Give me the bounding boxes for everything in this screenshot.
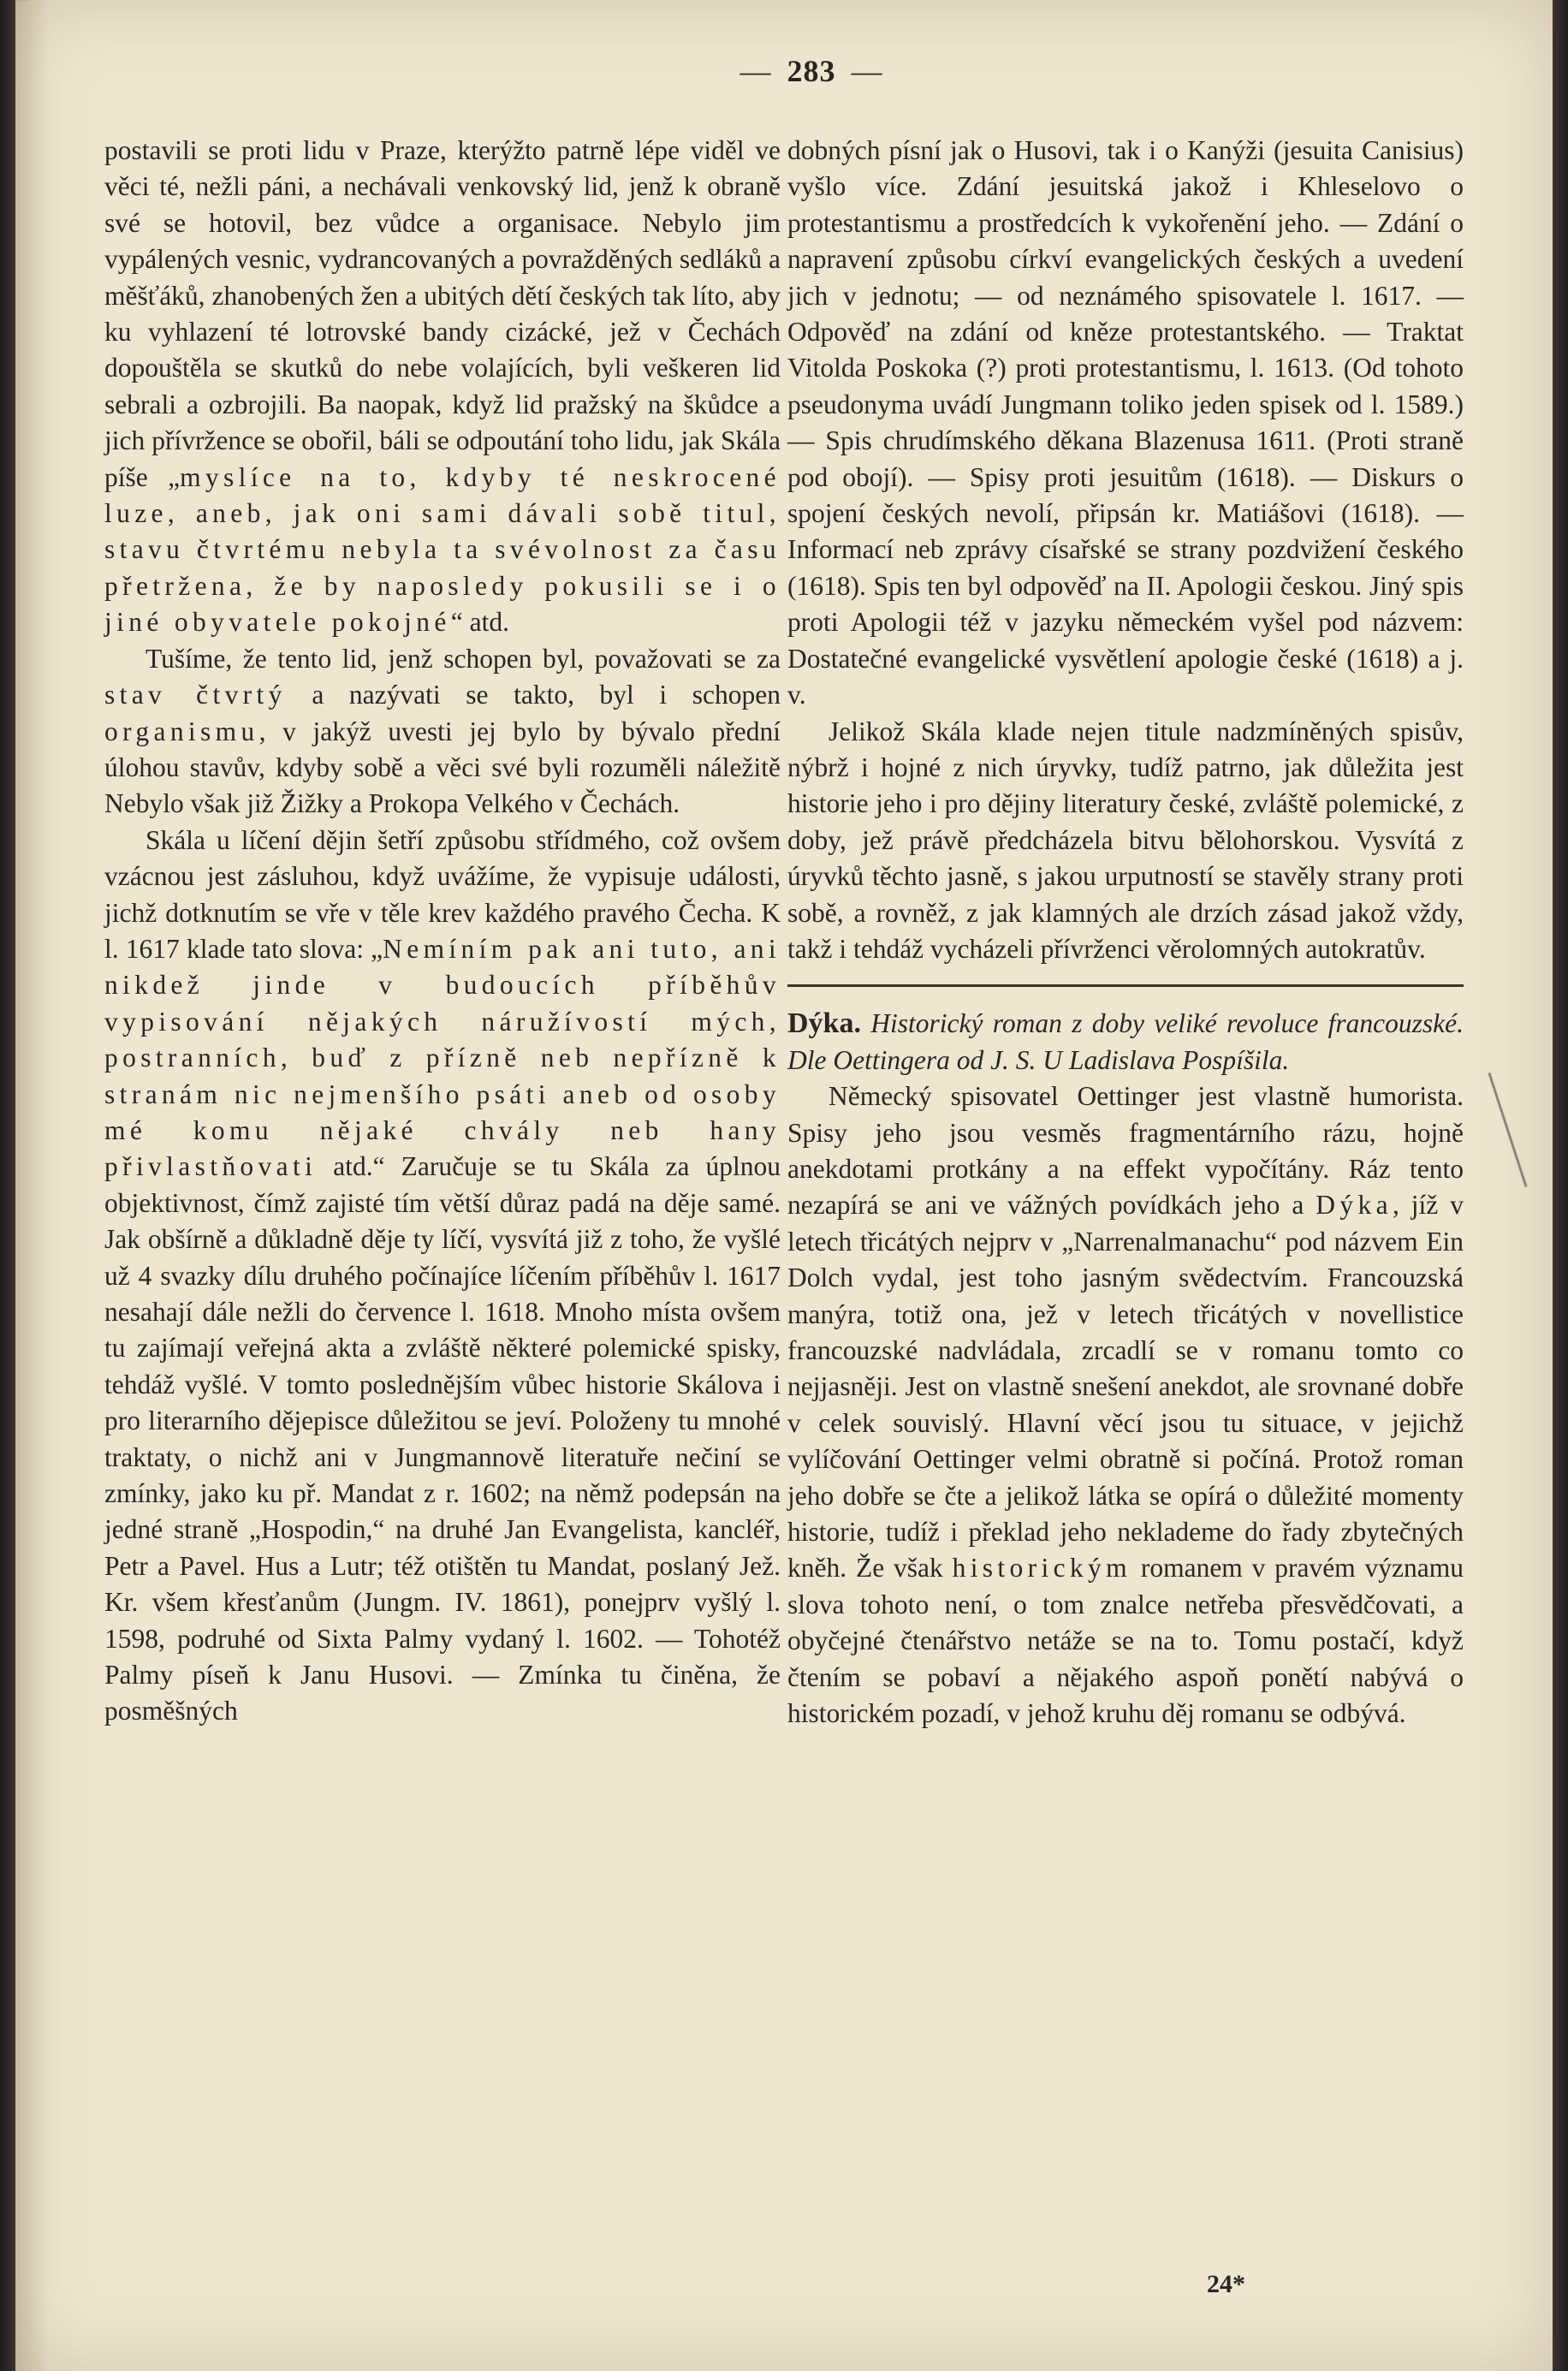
left-column [104,133,781,1730]
text-run: romanem v pravém významu slova tohoto není, o tom znalce netřeba přesvědčovati, a obyčejné čtenářstvo netáže se na to. Tomu postačí, když čtením se pobaví a nějakého aspoň ponětí nabývá o historickém pozadí, v jehož kruhu děj romanu se odbývá. [787,1553,1464,1729]
page-corner-crease [15,0,152,53]
right-paragraph-2 [787,714,1464,968]
spaced-term: historickým [952,1553,1131,1584]
left-paragraph-3 [104,823,781,1730]
text-run: dobných písní jak o Husovi, tak i o Kanýži (jesuita Canisius) vyšlo více. Zdání jesuitská jakož i Khleselovo o protestantismu a prostředcích k vykořenění jeho. — Zdání o napravení způsobu církví evangelických českých a uvedení jich v jednotu; — od neznámého spisovatele l. 1617. — Odpověď na zdání od kněze protestantského. — Traktat Vitolda Poskoka (?) proti protestantismu, l. 1613. (Od tohoto pseudonyma uvádí Jungmann toliko jeden spisek od l. 1589.) — Spis chrudímského děkana Blazenusa 1611. (Proti straně pod obojí). — Spisy proti jesuitům (1618). — Diskurs o spojení českých nevolí, připsán kr. Matiášovi (1618). — Informací neb zprávy císařské se strany pozdvižení českého (1618). Spis ten byl odpověď na II. Apologii českou. Jiný spis proti Apologii též v jazyku německém vyšel pod názvem: Dostatečné evangelické vysvětlení apologie české (1618) a j. v. [787,135,1464,710]
spaced-term: Dýka [1316,1190,1393,1221]
review-paragraph [787,1079,1464,1732]
review-heading [787,1006,1464,1079]
left-paragraph-2 [104,641,781,823]
text-run: , jíž v letech třicátých nejprv v „Narrenalmanachu“ pod názvem Ein Dolch vydal, jest toho jasným svědectvím. Francouzská manýra, totiž ona, jež v letech třicátých v novellistice francouzské nadvládala, zrcadlí se v romanu tomto co nejjasněji. Jest on vlastně snešení anekdot, ale srovnané dobře v celek souvislý. Hlavní věcí jsou tu situace, v jejichž vylíčování Oettinger velmi obratně si počíná. Protož roman jeho dobře se čte a jelikož látka se opírá o důležité momenty historie, tudíž i překlad jeho neklademe do řady zbytečných kněh. Že však [787,1190,1464,1584]
text-run: a nazývati se takto, byl i schopen [286,680,781,710]
spaced-quote: myslíce na to, kdyby té neskrocené luze, aneb, jak oni sami dávali sobě titul, stavu čtvrtému nebyla ta svévolnost za času přetržena, že by naposledy pokusili se i o jiné obyvatele pokojné [104,461,781,638]
page-shading [15,0,50,2371]
scan-edge-right [1553,0,1568,2371]
text-run: atd.“ Zaručuje se tu Skála za úplnou objektivnost, čímž zajisté tím větší důraz padá na děje samé. Jak obšírně a důkladně děje ty líčí, vysvítá již z toho, že vyšlé už 4 svazky dílu druhého počínajíce líčením příběhův l. 1617 nesahají dále nežli do července l. 1618. Mnoho místa ovšem tu zajímají veřejná akta a zvláště některé polemické spisky, tehdáž vyšlé. V tomto poslednějším vůbec historie Skálova i pro literarního dějepisce důležitou se jeví. Položeny tu mnohé traktaty, o nichž ani v Jungmannově literatuře nečiní se zmínky, jako ku př. Mandat z r. 1602; na němž podepsán na jedné straně „Hospodin,“ na druhé Jan Evangelista, kancléř, Petr a Pavel. Hus a Lutr; též otištěn tu Mandat, poslaný Jež. Kr. všem křesťanům (Jungm. IV. 1861), ponejprv vyšlý l. 1598, podruhé od Sixta Palmy vydaný l. 1602. — Tohotéž Palmy píseň k Janu Husovi. — Zmínka tu činěna, že posměšných [104,1151,781,1726]
spaced-term: stav čtvrtý [104,680,287,710]
pencil-annotation [1488,1073,1527,1187]
book-title: Dýka. [787,1007,861,1040]
text-run: Německý spisovatel Oettinger jest vlastně humorista. Spisy jeho jsou vesměs fragmentárního rázu, hojně anekdotami protkány a na effekt vypočítány. Ráz tento nezapírá se ani ve vážných povídkách jeho a [787,1081,1464,1221]
text-run: “ atd. [450,607,509,638]
signature-mark: 24* [1207,2270,1245,2298]
right-paragraph-1 [787,133,1464,714]
left-paragraph-1 [104,133,781,641]
section-divider [787,984,1464,987]
text-run: Jelikož Skála klade nejen titule nadzmíněných spisův, nýbrž i hojné z nich úryvky, tudíž patrno, jak důležita jest historie jeho i pro dějiny literatury české, zvláště polemické, z doby, jež právě předcházela bitvu bělohorskou. Vysvítá z úryvků těchto jasně, s jakou urputností se stavěly strany proti sobě, a rovněž, z jak klamných ale drzích zásad jakož vždy, takž i tehdáž vycházeli přívrženci věrolomných autokratův. [787,716,1464,964]
header-dash-left: — [739,54,772,88]
spaced-term: organismu [104,716,259,746]
right-column [787,133,1464,1732]
text-run: Tušíme, že tento lid, jenž schopen byl, považovati se za [146,643,781,674]
text-run: Skála u líčení dějin šetří způsobu střídmého, což ovšem vzácnou jest zásluhou, když uvážíme, že vypisuje události, jichž dotknutím se vře v těle krev každého pravého Čecha. K l. 1617 klade tato slova: „ [104,824,781,964]
page-header [674,53,948,89]
book-subtitle: Historický roman z doby veliké revoluce francouzské. Dle Oettingera od J. S. U Ladislava Pospíšila. [787,1008,1464,1075]
spaced-quote: Nemíním pak ani tuto, ani nikdež jinde v budoucích příběhův vypisování nějakých náružívostí mých, postranních, buď z přízně neb nepřízně k stranám nic nejmenšího psáti aneb od osoby mé komu nějaké chvály neb hany přivlastňovati [104,933,781,1182]
scan-edge-left [0,0,15,2371]
text-run: , v jakýž uvesti jej bylo by bývalo přední úlohou stavův, kdyby sobě a věci své byli rozuměli náležitě Nebylo však již Žižky a Prokopa Velkého v Čechách. [104,716,781,819]
text-run: postavili se proti lidu v Praze, kterýžto patrně lépe viděl ve věci té, nežli páni, a nechávali venkovský lid, jenž k obraně své se hotovil, bez vůdce a organisace. Nebylo jim vypálených vesnic, vydrancovaných a povražděných sedláků a měšťáků, zhanobených žen a ubitých dětí českých tak líto, aby ku vyhlazení té lotrovské bandy cizácké, jež v Čechách dopouštěla se skutků do nebe volajících, byli veškeren lid sebrali a ozbrojili. Ba naopak, když lid pražský na škůdce a jich přívržence se obořil, báli se odpoutání toho lidu, jak Skála píše „ [104,135,781,492]
page-number: 283 [787,54,836,88]
header-dash-right: — [851,54,883,88]
book-page [15,0,1553,2371]
